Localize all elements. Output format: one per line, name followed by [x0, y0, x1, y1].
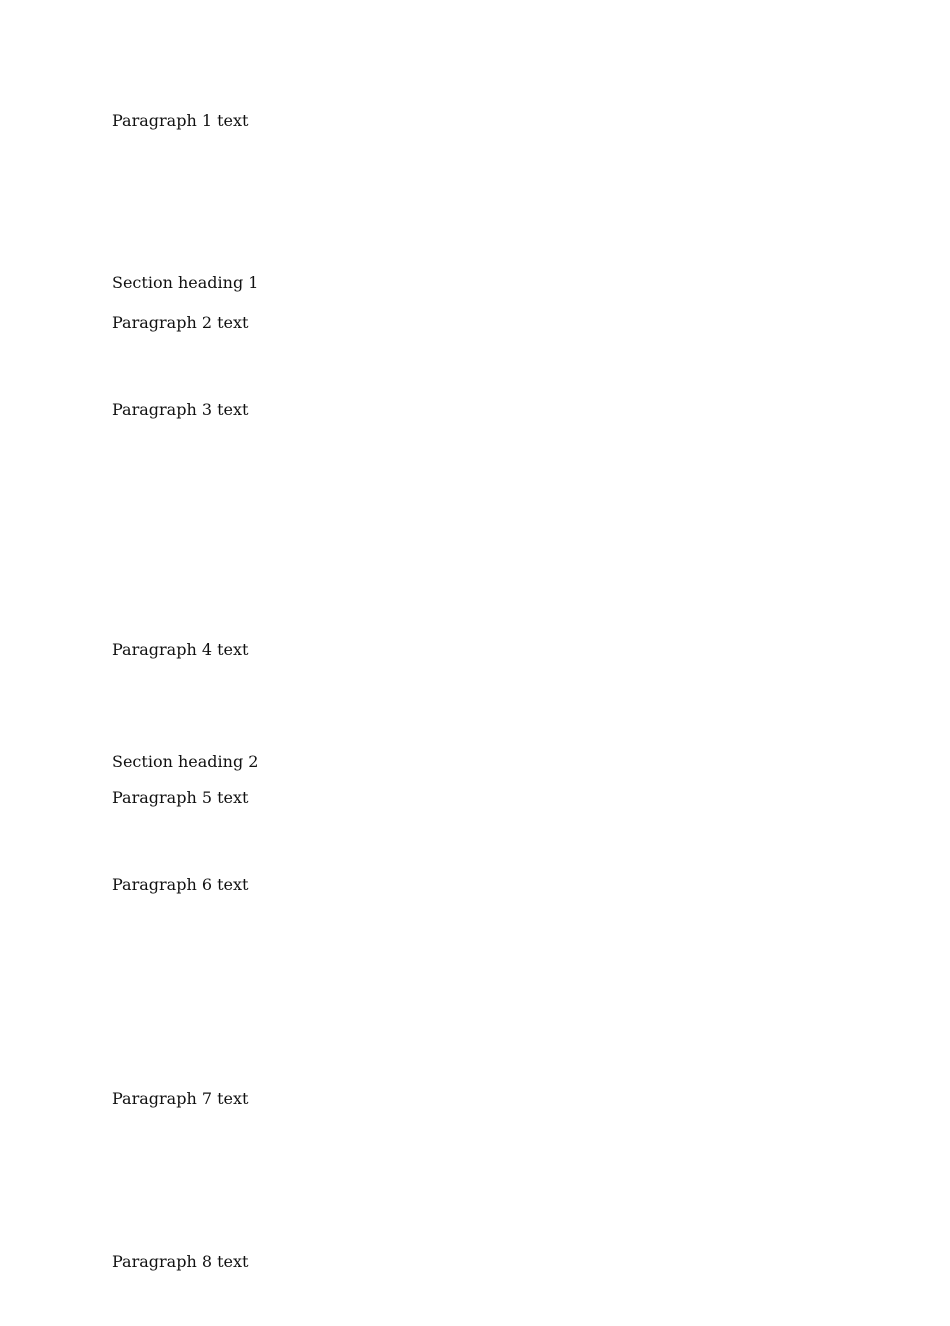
section-heading: Section heading 2	[112, 752, 259, 771]
paragraph: Paragraph 5 text	[112, 788, 249, 807]
paragraph: Paragraph 1 text	[112, 111, 249, 130]
paragraph: Paragraph 8 text	[112, 1252, 249, 1271]
paragraph: Paragraph 6 text	[112, 875, 249, 894]
paragraph: Paragraph 4 text	[112, 640, 249, 659]
paragraph: Paragraph 7 text	[112, 1089, 249, 1108]
paragraph: Paragraph 2 text	[112, 313, 249, 332]
paragraph: Paragraph 3 text	[112, 400, 249, 419]
section-heading: Section heading 1	[112, 273, 259, 292]
